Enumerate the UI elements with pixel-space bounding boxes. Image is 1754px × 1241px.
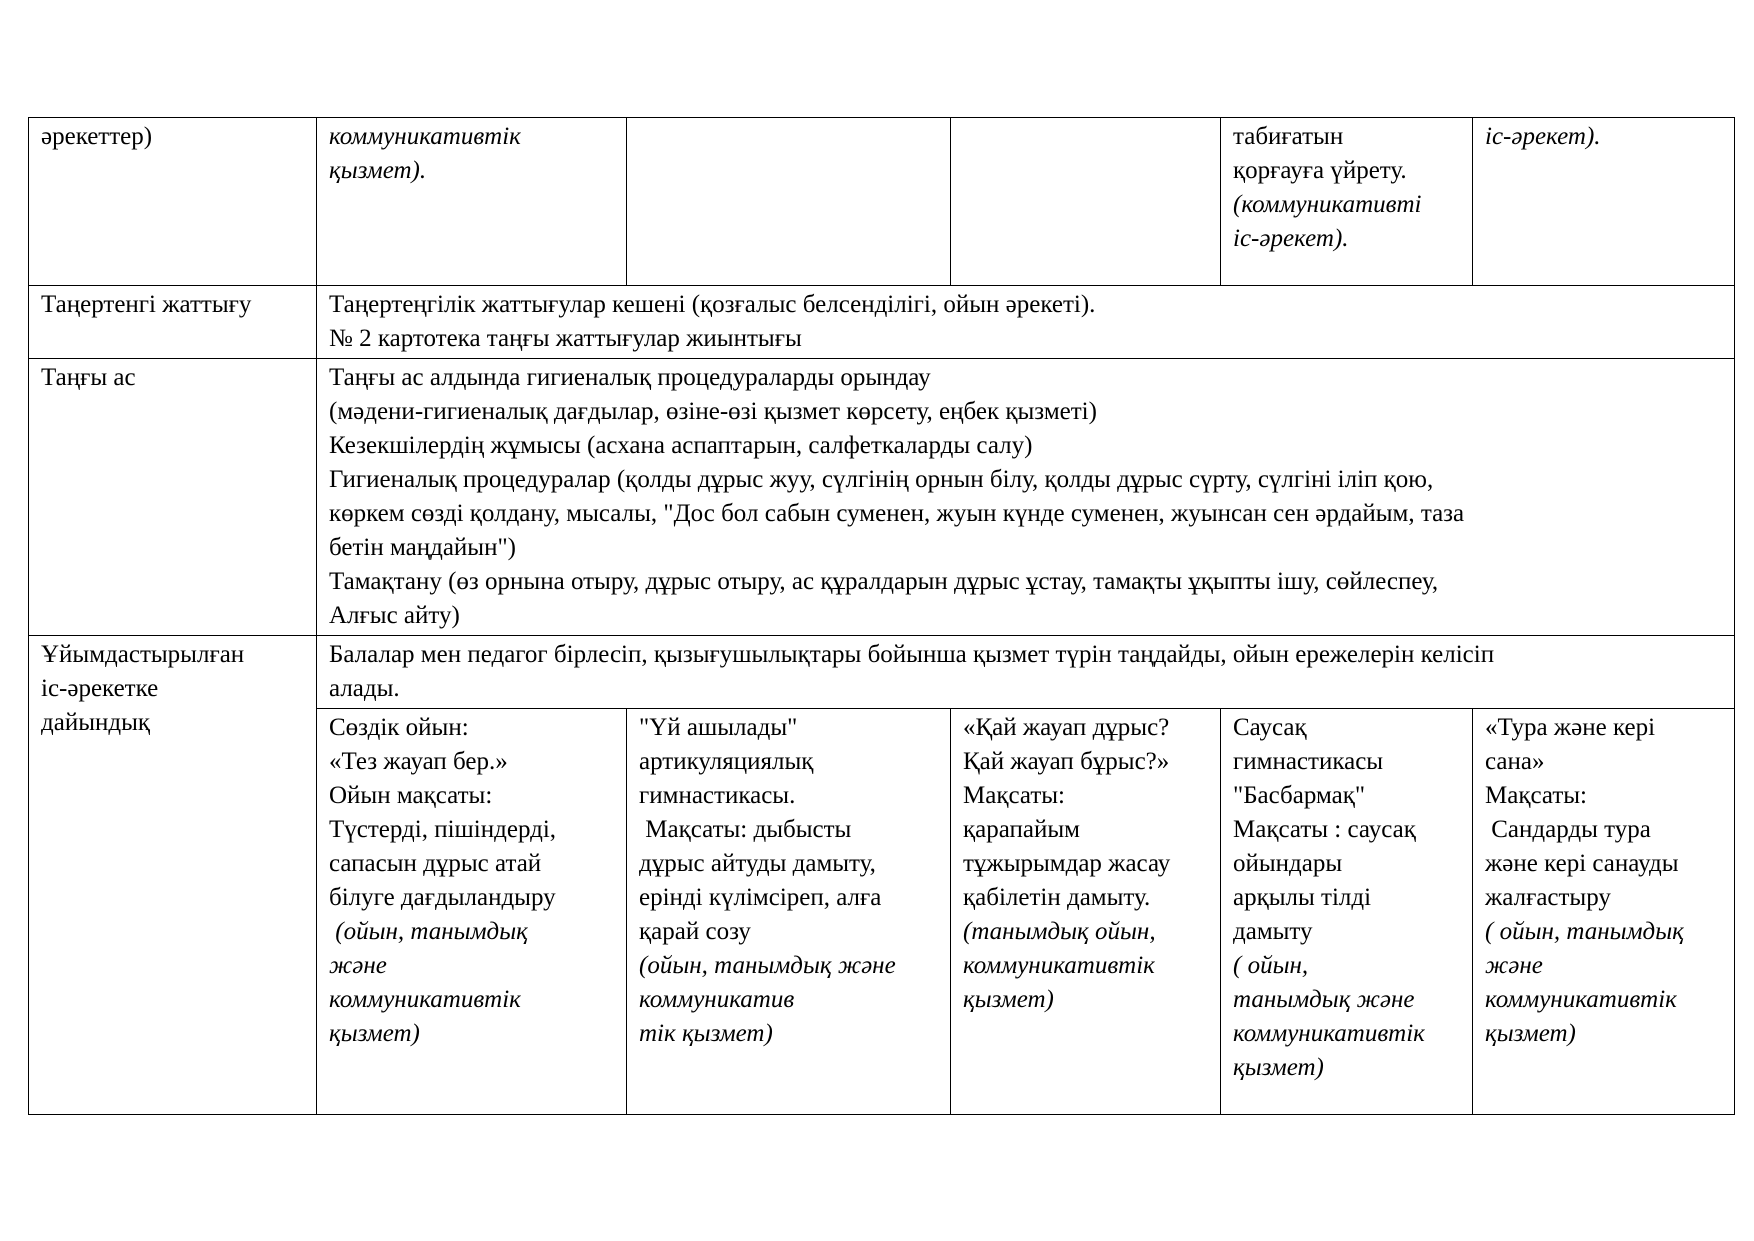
row-label-breakfast: Таңғы ас [29,359,317,636]
daily-plan-table [28,117,1735,1115]
cell-activity-5: іс-әрекет). [1473,118,1735,286]
table-row-preparation-intro [29,636,1735,709]
preparation-intro: Балалар мен педагог бірлесіп, қызығушылықтары бойынша қызмет түрін таңдайды, ойын ережелерін келісіп алады. [317,636,1735,709]
cell-activity-1: коммуникативтік қызмет). [317,118,627,286]
table-row-morning-exercise [29,286,1735,359]
row-label-activities: әрекеттер) [29,118,317,286]
document-page [28,117,1734,1115]
morning-exercise-content: Таңертеңгілік жаттығулар кешені (қозғалыс белсенділігі, ойын әрекеті). № 2 картотека таңғы жаттығулар жиынтығы [317,286,1735,359]
breakfast-content: Таңғы ас алдында гигиеналық процедураларды орындау (мәдени-гигиеналық дағдылар, өзіне-өзі қызмет көрсету, еңбек қызметі) Кезекшілердің жұмысы (асхана аспаптарын, салфеткаларды салу) Гигиеналық процедуралар (қолды дұрыс жуу, сүлгінің орнын білу, қолды дұрыс сүрту, сүлгіні іліп қою, көркем сөзді қолдану, мысалы, "Дос бол сабын суменен, жуын күнде суменен, жуынсан сен әрдайым, таза бетін маңдайын") Тамақтану (өз орнына отыру, дұрыс отыру, ас құралдарын дұрыс ұстау, тамақты ұқыпты ішу, сөйлеспеу, Алғыс айту) [317,359,1735,636]
prep-cell-counting: «Тура және кері сана» Мақсаты: Сандарды тура және кері санауды жалғастыру ( ойын, танымдық және коммуникативтік қызмет) [1473,709,1735,1115]
prep-cell-right-wrong: «Қай жауап дұрыс? Қай жауап бұрыс?» Мақсаты: қарапайым тұжырымдар жасау қабілетін дамыту. (танымдық ойын, коммуникативтік қызмет) [951,709,1221,1115]
prep-cell-articulation: "Үй ашылады" артикуляциялық гимнастикасы. Мақсаты: дыбысты дұрыс айтуды дамыту, ерінді күлімсіреп, алға қарай созу (ойын, танымдық және коммуникатив тік қызмет) [627,709,951,1115]
cell-activity-3 [951,118,1221,286]
table-row-activities-end [29,118,1735,286]
row-label-morning-exercise: Таңертенгі жаттығу [29,286,317,359]
cell-activity-4: табиғатын қорғауға үйрету. (коммуникативті іс-әрекет). [1221,118,1473,286]
row-label-preparation: Ұйымдастырылған іс-әрекетке дайындық [29,636,317,1115]
prep-cell-verbal-game: Сөздік ойын: «Тез жауап бер.» Ойын мақсаты: Түстерді, пішіндерді, сапасын дұрыс атай білуге дағдыландыру (ойын, танымдық және коммуникативтік қызмет) [317,709,627,1115]
prep-cell-finger-gymnastics: Саусақ гимнастикасы "Басбармақ" Мақсаты : саусақ ойындары арқылы тілді дамыту ( ойын, танымдық және коммуникативтік қызмет) [1221,709,1473,1115]
table-row-breakfast [29,359,1735,636]
cell-activity-2 [627,118,951,286]
